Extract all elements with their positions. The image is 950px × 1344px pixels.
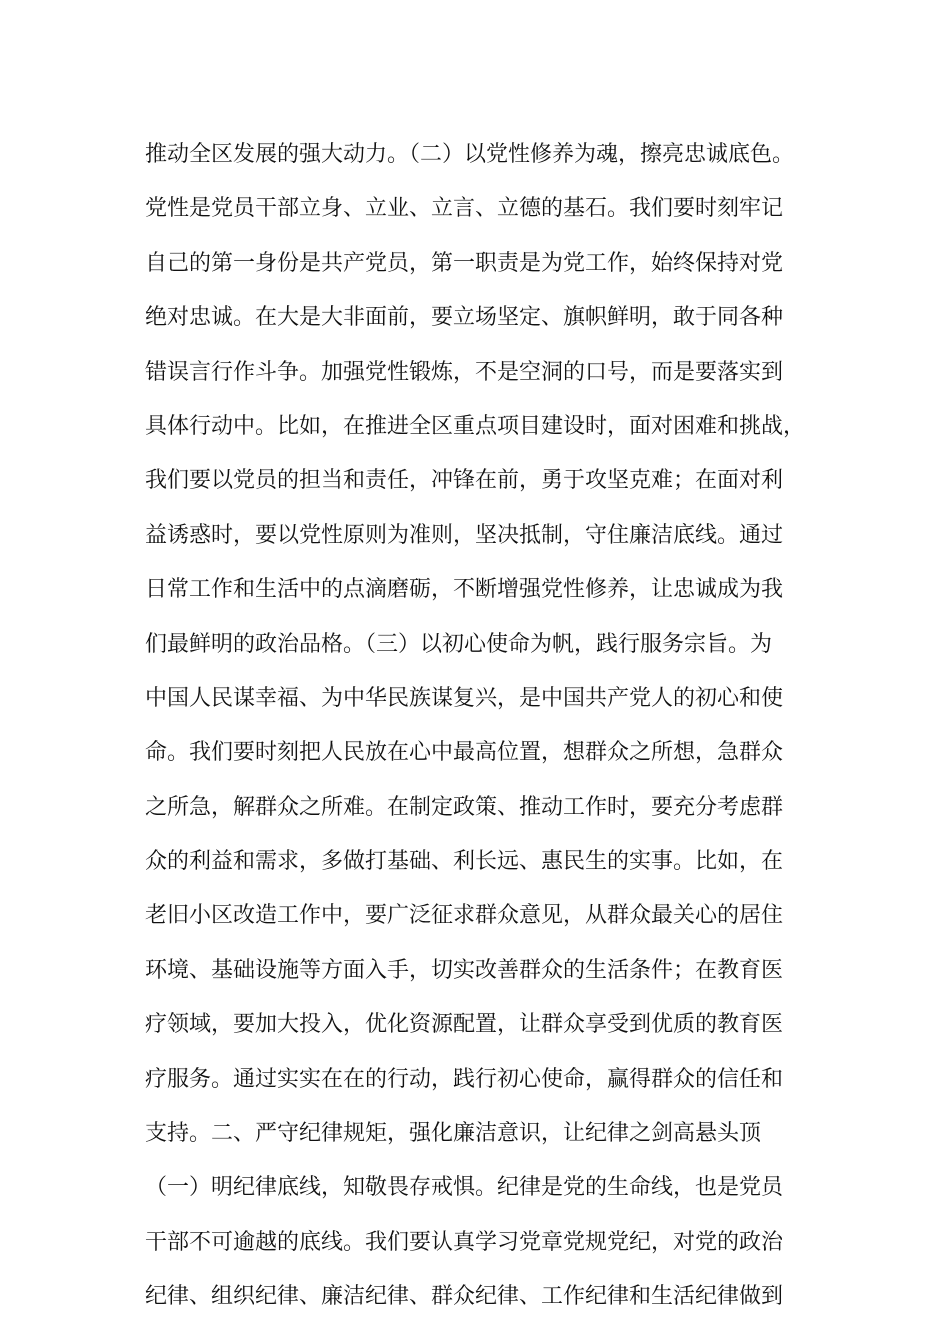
text-line: 老旧小区改造工作中，要广泛征求群众意见，从群众最关心的居住 [145,903,784,929]
text-line: 疗服务。通过实实在在的行动，践行初心使命，赢得群众的信任和 [145,1066,784,1092]
text-line: 干部不可逾越的底线。我们要认真学习党章党规党纪，对党的政治 [145,1229,784,1255]
text-line: 绝对忠诚。在大是大非面前，要立场坚定、旗帜鲜明，敢于同各种 [145,305,784,331]
text-line: 命。我们要时刻把人民放在心中最高位置，想群众之所想，急群众 [145,740,784,766]
text-line: 我们要以党员的担当和责任，冲锋在前，勇于攻坚克难；在面对利 [145,468,784,494]
text-line: 党性是党员干部立身、立业、立言、立德的基石。我们要时刻牢记 [145,196,784,222]
body-text [145,128,835,1325]
text-line: 日常工作和生活中的点滴磨砺，不断增强党性修养，让忠诚成为我 [145,577,784,603]
text-line: 疗领域，要加大投入，优化资源配置，让群众享受到优质的教育医 [145,1012,784,1038]
text-line: 之所急，解群众之所难。在制定政策、推动工作时，要充分考虑群 [145,794,784,820]
text-line: 环境、基础设施等方面入手，切实改善群众的生活条件；在教育医 [145,957,784,983]
text-line: 支持。二、严守纪律规矩，强化廉洁意识，让纪律之剑高悬头顶 [145,1121,762,1147]
text-line: 纪律、组织纪律、廉洁纪律、群众纪律、工作纪律和生活纪律做到 [145,1284,784,1310]
text-line: 自己的第一身份是共产党员，第一职责是为党工作，始终保持对党 [145,250,784,276]
text-line: （一）明纪律底线，知敬畏存戒惧。纪律是党的生命线，也是党员 [145,1175,784,1201]
text-line: 具体行动中。比如，在推进全区重点项目建设时，面对困难和挑战， [145,413,806,439]
text-line: 中国人民谋幸福、为中华民族谋复兴，是中国共产党人的初心和使 [145,685,784,711]
text-line: 们最鲜明的政治品格。（三）以初心使命为帆，践行服务宗旨。为 [145,631,773,657]
text-line: 推动全区发展的强大动力。（二）以党性修养为魂，擦亮忠诚底色。 [145,142,795,167]
text-line: 众的利益和需求，多做打基础、利长远、惠民生的实事。比如，在 [145,849,784,875]
text-line: 错误言行作斗争。加强党性锻炼，不是空洞的口号，而是要落实到 [145,359,784,385]
text-line: 益诱惑时，要以党性原则为准则，坚决抵制，守住廉洁底线。通过 [145,522,784,548]
